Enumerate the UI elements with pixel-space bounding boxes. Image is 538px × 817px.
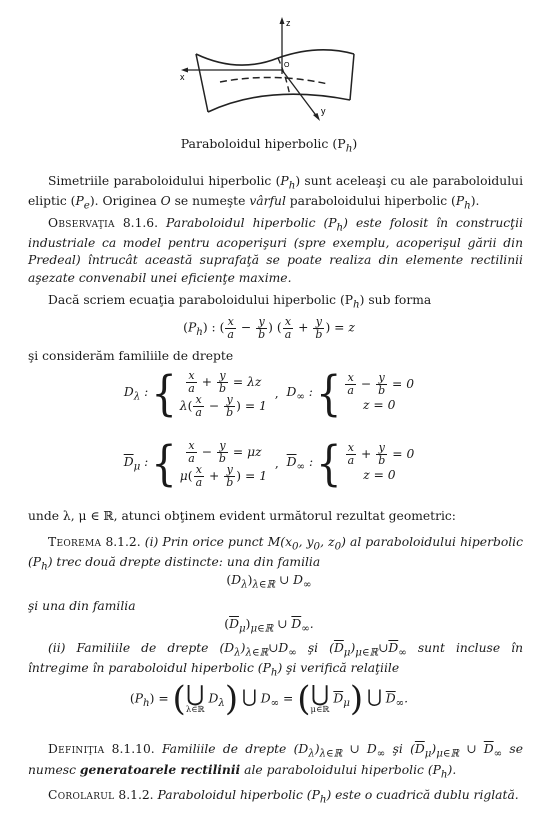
origin-label: O — [284, 62, 290, 69]
y-axis-label: y — [321, 106, 326, 116]
observation-8-1-6: Observaţia 8.1.6. Paraboloidul hiperbolic $(P_h)$ este folosit în construcţii industriale ca model pentru acoperişuri (spre exemplu, acoperişul gării din Predeal) întrucât această suprafaţă se poate realiza din elemente rectilinii aşezate convenabil unei eficienţe maxime. — [28, 216, 523, 285]
definition-8-1-10: Definiţia 8.1.10. Familiile de drepte $(D_\lambda)_{\lambda\in ℝ}$ ∪ $D_\infty$ şi $(\overline{D}_\mu)_{\mu\in ℝ}$ ∪ $\overline{D}_\infty$ se numesc generatoarele rectilinii ale paraboloidului hiperbolic $(P_h)$. — [28, 742, 524, 781]
equation-paraboloid: $(P_h)$ : ( $\frac{x}{a}$ − $\frac{y}{b}$ ) ( $\frac{x}{a}$ + $\frac{y}{b}$ ) = z — [183, 315, 355, 341]
z-axis-label: z — [286, 18, 291, 28]
family-d-mu: $(\overline{D}_\mu)_{\mu\in ℝ}$ ∪ $\overline{D}_\infty$. — [224, 617, 314, 635]
definition-label: Definiţia — [48, 742, 105, 756]
theorem-label: Teorema — [48, 535, 102, 549]
observation-label: Observaţia — [48, 216, 115, 230]
surface-bottom-curve — [208, 94, 350, 112]
system-d-lambda: $D_\lambda$ : { $\frac{x}{a}$ + $\frac{y}{b}$ = λz λ( $\frac{x}{a}$ − $\frac{y}{b}$ ) = 1 , $D_\infty$ : { $\frac{x}{a}$ − $\frac{y}{b}$ = 0 z = 0 — [123, 366, 415, 422]
paragraph-equation-intro: Dacă scriem ecuaţia paraboloidului hiperbolic $(P_h)$ sub forma — [48, 293, 432, 311]
saddle-front-curve — [220, 77, 328, 84]
figure-caption: Paraboloidul hiperbolic $(P_h)$ — [180, 136, 358, 155]
surface-top-curve — [196, 50, 354, 65]
and-one-from-family: şi una din familia — [28, 599, 136, 613]
theorem-part-ii: (ii) Familiile de drepte $(D_\lambda)_{\lambda\in ℝ}\cup D_\infty$ şi $(\overline{D}_\mu)_{\mu\in ℝ}\cup\overline{D}_\infty$ sunt incluse în întregime în paraboloidul hiperbolic $(P_h)$ şi verifică relaţiile — [28, 641, 524, 679]
corollary-label: Corolarul — [48, 788, 115, 802]
hyperbolic-paraboloid-figure — [178, 14, 368, 124]
surface-left-edge — [196, 54, 208, 112]
paragraph-symmetries: Simetriile paraboloidului hiperbolic $(P_h)$ sunt aceleaşi cu ale paraboloidului eliptic $(P_e)$. Originea O se numeşte vârful paraboloidului hiperbolic $(P_h)$. — [28, 174, 523, 212]
surface-right-edge — [350, 54, 354, 100]
corollary-8-1-2: Corolarul 8.1.2. Paraboloidul hiperbolic $(P_h)$ este o cuadrică dublu riglată. — [48, 788, 519, 806]
equation-union: $(P_h)$ = ( ⋃ λ∈ℝ $D_\lambda$) ⋃ $D_\infty$ = ( ⋃ μ∈ℝ $\overline{D}_\mu$) ⋃ $\overline{D}_\infty$. — [129, 679, 409, 719]
paragraph-geometric-result: unde λ, μ ∈ ℝ, atunci obţinem evident următorul rezultat geometric: — [28, 509, 456, 523]
paragraph-families-intro: şi considerăm familiile de drepte — [28, 349, 234, 363]
system-d-mu: $\overline{D}_\mu$ : { $\frac{x}{a}$ − $\frac{y}{b}$ = μz μ( $\frac{x}{a}$ + $\frac{y}{b}$ ) = 1 , $\overline{D}_\infty$ : { $\frac{x}{a}$ + $\frac{y}{b}$ = 0 z = 0 — [123, 436, 415, 492]
theorem-8-1-2: Teorema 8.1.2. (i) Prin orice punct $M(x_0$, $y_0$, $z_0$) al paraboloidului hiperbolic $(P_h)$ trec două drepte distincte: una din familia — [28, 535, 523, 573]
x-axis-label: x — [180, 72, 185, 82]
family-d-lambda: $(D_\lambda)_{\lambda\in ℝ}$ ∪ $D_\infty$ — [226, 573, 312, 591]
